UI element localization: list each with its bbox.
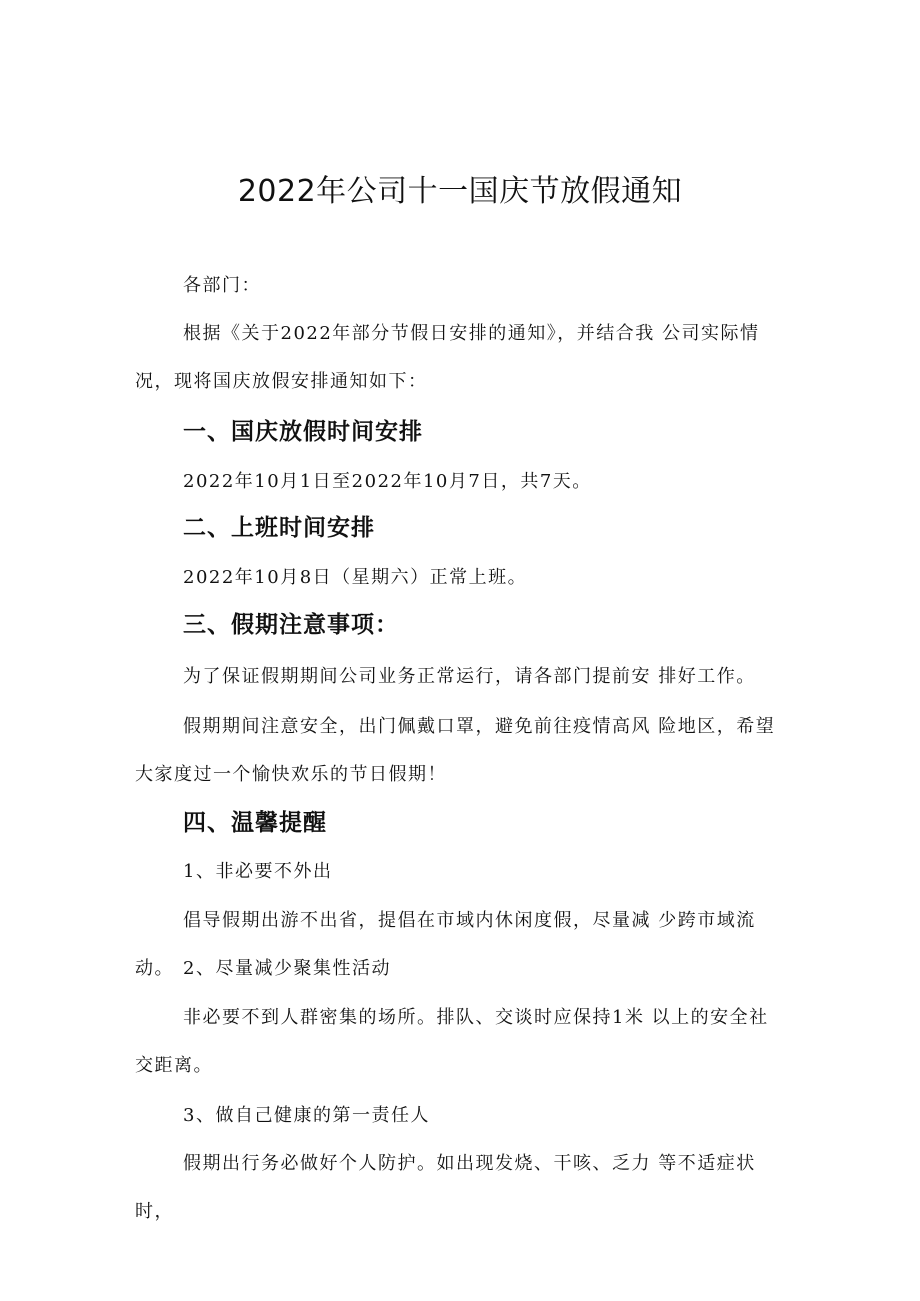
reminder-1-title: 1、非必要不外出	[183, 861, 333, 882]
reminder-2-title: 2、尽量减少聚集性活动	[183, 958, 391, 979]
reminder-1-text: 倡导假期出游不出省，提倡在市域内休闲度假，尽量减 少跨市域流动。	[135, 910, 756, 979]
section-3-paragraph-1: 为了保证假期期间公司业务正常运行，请各部门提前安 排好工作。	[183, 666, 756, 687]
document-title: 2022年公司十一国庆节放假通知	[237, 174, 683, 209]
reminder-3-text: 假期出行务必做好个人防护。如出现发烧、干咳、乏力 等不适症状时，	[135, 1153, 756, 1222]
section-2-text: 2022年10月8日（星期六）正常上班。	[183, 567, 528, 588]
section-1-heading: 一、国庆放假时间安排	[183, 419, 423, 445]
reminder-2-text: 非必要不到人群密集的场所。排队、交谈时应保持1米 以上的安全社交距离。	[135, 1007, 769, 1076]
section-3-heading: 三、假期注意事项：	[183, 612, 399, 638]
section-4-heading: 四、温馨提醒	[183, 810, 327, 836]
section-3-paragraph-2: 假期期间注意安全，出门佩戴口罩，避免前往疫情高风 险地区，希望大家度过一个愉快欢乐的节日假期！	[135, 716, 776, 785]
salutation: 各部门：	[183, 275, 261, 296]
section-2-heading: 二、上班时间安排	[183, 515, 375, 541]
section-1-text: 2022年10月1日至2022年10月7日，共7天。	[183, 471, 592, 492]
reminder-3-title: 3、做自己健康的第一责任人	[183, 1105, 430, 1126]
intro-paragraph: 根据《关于2022年部分节假日安排的通知》，并结合我 公司实际情况，现将国庆放假安排通知如下：	[135, 323, 760, 392]
